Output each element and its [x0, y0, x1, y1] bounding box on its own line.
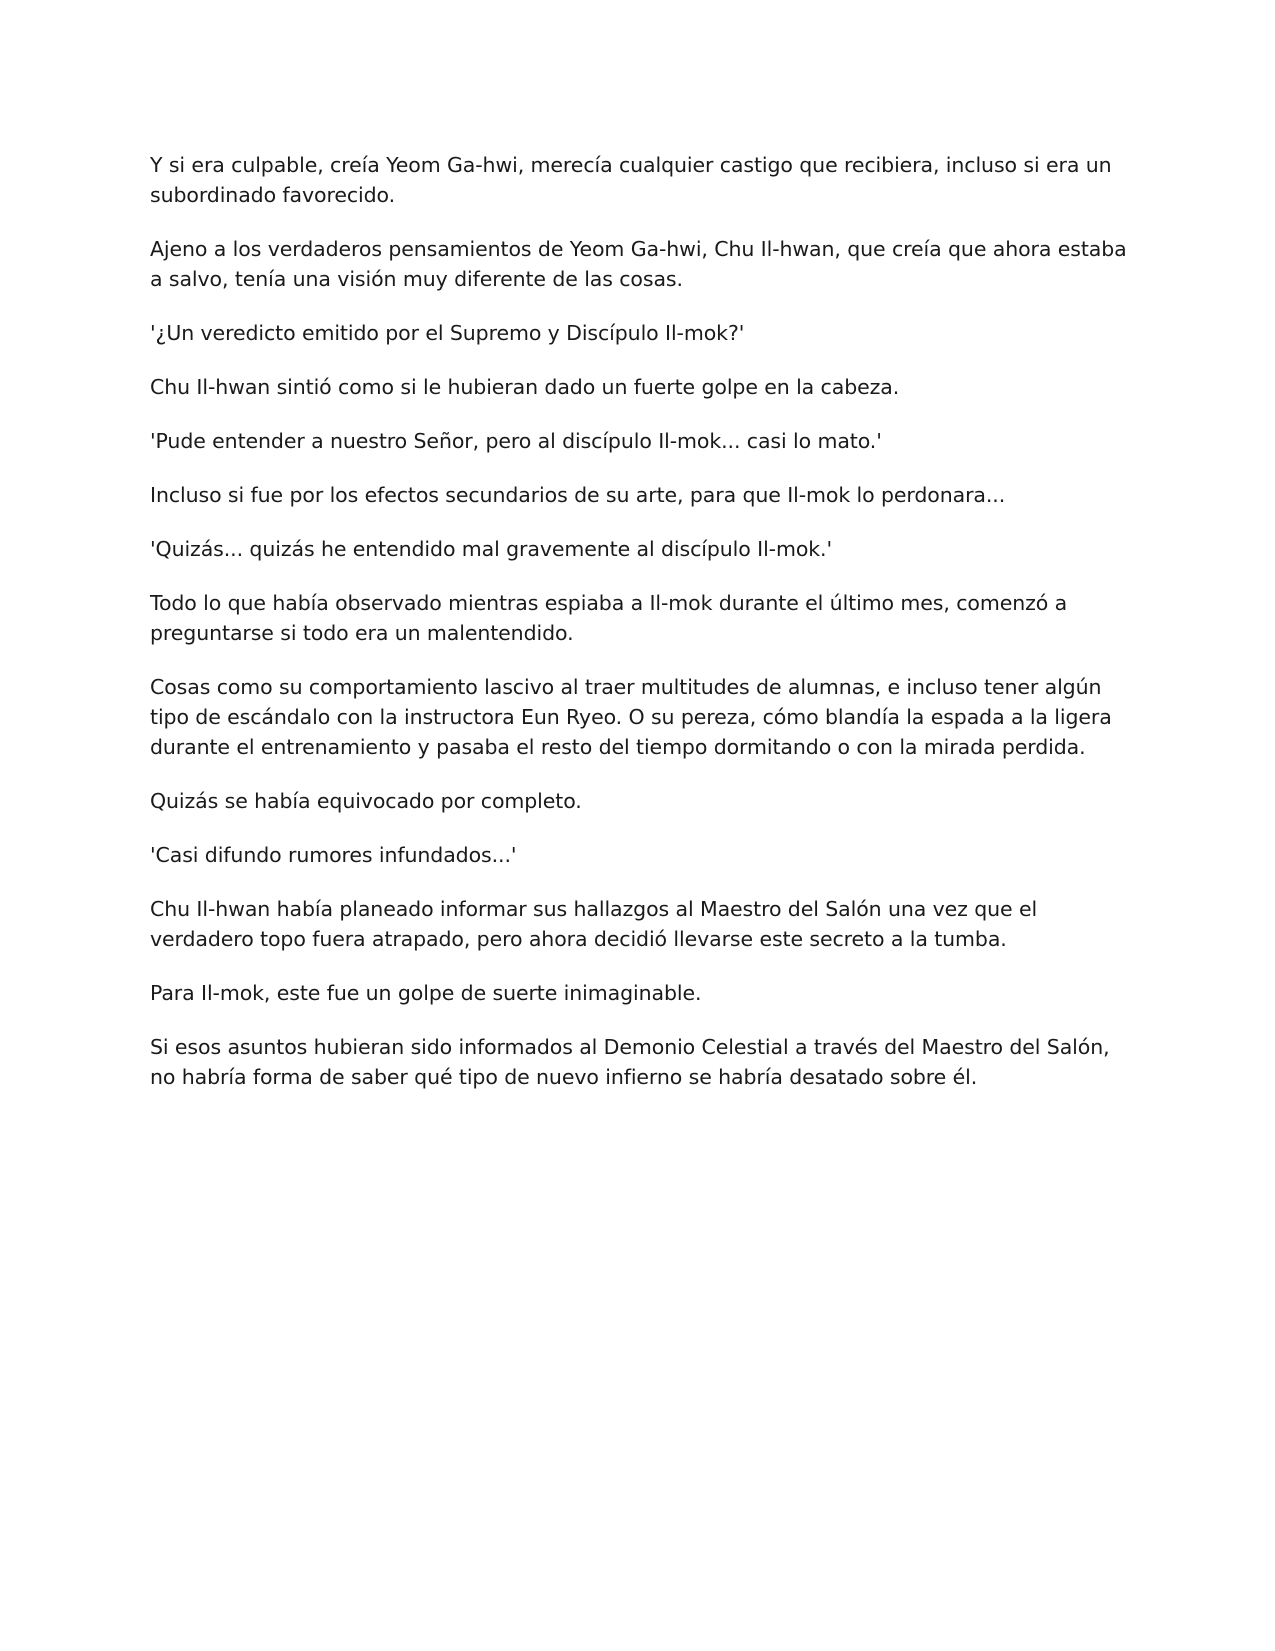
paragraph: 'Casi difundo rumores infundados...': [150, 843, 517, 867]
paragraph: Quizás se había equivocado por completo.: [150, 789, 582, 813]
paragraph: Chu Il-hwan sintió como si le hubieran dado un fuerte golpe en la cabeza.: [150, 375, 900, 399]
paragraph: Incluso si fue por los efectos secundarios de su arte, para que Il-mok lo perdonara...: [150, 483, 1006, 507]
paragraph: Cosas como su comportamiento lascivo al traer multitudes de alumnas, e incluso tener algún tipo de escándalo con la instructora Eun Ryeo. O su pereza, cómo blandía la espada a la ligera durante el entrenamiento y pasaba el resto del tiempo dormitando o con la mirada perdida.: [150, 675, 1112, 759]
paragraph: Ajeno a los verdaderos pensamientos de Yeom Ga-hwi, Chu Il-hwan, que creía que ahora estaba a salvo, tenía una visión muy diferente de las cosas.: [150, 237, 1127, 291]
paragraph: Chu Il-hwan había planeado informar sus hallazgos al Maestro del Salón una vez que el verdadero topo fuera atrapado, pero ahora decidió llevarse este secreto a la tumba.: [150, 897, 1038, 951]
paragraph: 'Quizás... quizás he entendido mal gravemente al discípulo Il-mok.': [150, 537, 832, 561]
paragraph: Para Il-mok, este fue un golpe de suerte inimaginable.: [150, 981, 702, 1005]
document-body: [150, 150, 1130, 1092]
paragraph: '¿Un veredicto emitido por el Supremo y Discípulo Il-mok?': [150, 321, 745, 345]
paragraph: Y si era culpable, creía Yeom Ga-hwi, merecía cualquier castigo que recibiera, incluso si era un subordinado favorecido.: [150, 153, 1112, 207]
paragraph: Todo lo que había observado mientras espiaba a Il-mok durante el último mes, comenzó a preguntarse si todo era un malentendido.: [150, 591, 1068, 645]
paragraph: Si esos asuntos hubieran sido informados al Demonio Celestial a través del Maestro del Salón, no habría forma de saber qué tipo de nuevo infierno se habría desatado sobre él.: [150, 1035, 1110, 1089]
paragraph: 'Pude entender a nuestro Señor, pero al discípulo Il-mok... casi lo mato.': [150, 429, 882, 453]
